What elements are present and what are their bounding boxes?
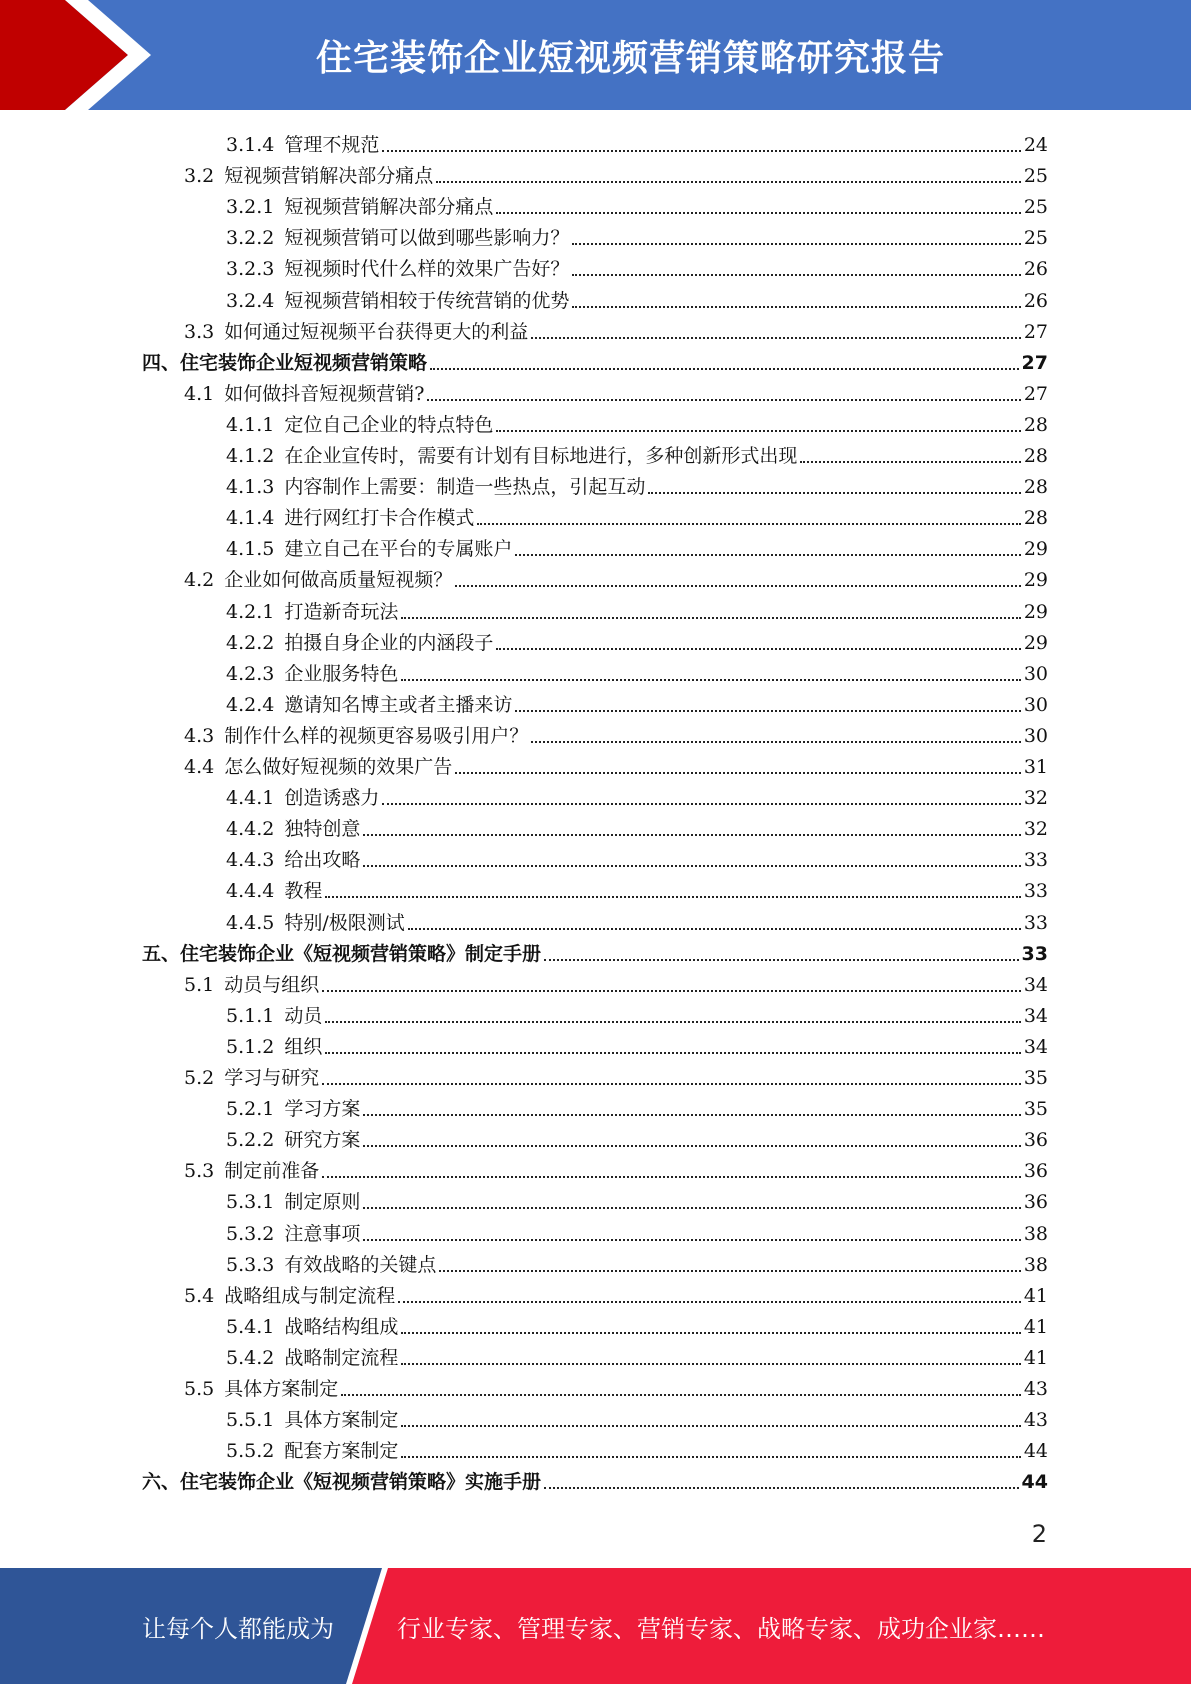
toc-entry[interactable]: [226, 1090, 1048, 1121]
toc-entry-page: 41: [1023, 1284, 1048, 1307]
toc-entry-page: 36: [1023, 1129, 1048, 1152]
toc-entry-page: 41: [1023, 1315, 1048, 1338]
toc-entry-number: 4.1.5: [226, 538, 275, 561]
toc-entry[interactable]: [184, 1277, 1048, 1308]
toc-entry-number: 5.3: [184, 1160, 215, 1183]
toc-entry-title: 短视频营销解决部分痛点: [284, 196, 494, 219]
toc-entry-page: 43: [1023, 1409, 1048, 1432]
toc-entry-page: 32: [1023, 818, 1048, 841]
toc-entry-number: 4.1.3: [226, 476, 275, 499]
toc-dot-leader: [325, 1021, 1020, 1023]
toc-dot-leader: [455, 772, 1021, 774]
toc-entry-page: 27: [1023, 320, 1048, 343]
toc-entry-title: 企业服务特色: [284, 662, 399, 685]
toc-entry-page: 44: [1023, 1440, 1048, 1463]
toc-dot-leader: [401, 1425, 1020, 1427]
toc-entry[interactable]: [142, 344, 1048, 375]
toc-entry[interactable]: [226, 1215, 1048, 1246]
toc-dot-leader: [408, 928, 1021, 930]
toc-entry-title: 邀请知名博主或者主播来访: [284, 693, 513, 716]
toc-entry-page: 44: [1021, 1471, 1048, 1494]
toc-entry-page: 28: [1023, 507, 1048, 530]
header-band: [0, 0, 1191, 110]
toc-entry-page: 41: [1023, 1346, 1048, 1369]
toc-entry-title: 企业如何做高质量短视频？: [224, 569, 453, 592]
toc-entry-number: 3.3: [184, 320, 215, 343]
toc-dot-leader: [382, 150, 1020, 152]
toc-entry-number: 5.3.1: [226, 1191, 275, 1214]
toc-entry-number: 5.1.2: [226, 1035, 275, 1058]
toc-entry-number: 5.5: [184, 1378, 215, 1400]
toc-entry[interactable]: [226, 593, 1048, 624]
toc-dot-leader: [382, 803, 1020, 805]
toc-entry-title: 给出攻略: [284, 849, 361, 872]
toc-dot-leader: [401, 679, 1020, 681]
toc-entry-title: 建立自己在平台的专属账户: [284, 538, 513, 561]
toc-dot-leader: [363, 1114, 1020, 1116]
document-title: 住宅装饰企业短视频营销策略研究报告: [315, 37, 945, 79]
toc-entry-page: 35: [1023, 1098, 1048, 1121]
toc-entry-number: 5.5.2: [226, 1440, 275, 1463]
toc-dot-leader: [496, 430, 1020, 432]
toc-dot-leader: [477, 523, 1020, 525]
toc-entry-page: 28: [1023, 445, 1048, 467]
toc-entry-page: 38: [1023, 1222, 1048, 1245]
toc-dot-leader: [325, 1052, 1020, 1054]
toc-entry-number: 5.2: [184, 1067, 215, 1089]
toc-entry-title: 定位自己企业的特点特色: [284, 413, 494, 436]
toc-entry[interactable]: [226, 1308, 1048, 1339]
toc-entry-page: 27: [1023, 382, 1048, 405]
toc-entry-page: 36: [1023, 1160, 1048, 1183]
toc-entry-number: 5.2.1: [226, 1098, 275, 1121]
toc-entry-number: 5.4.1: [226, 1315, 275, 1338]
toc-entry[interactable]: [226, 1121, 1048, 1152]
toc-entry[interactable]: [226, 655, 1048, 686]
toc-entry-page: 43: [1023, 1378, 1048, 1400]
toc-entry-page: 32: [1023, 787, 1048, 810]
toc-entry[interactable]: [226, 282, 1048, 313]
toc-entry[interactable]: [226, 841, 1048, 872]
toc-dot-leader: [363, 1207, 1020, 1209]
toc-dot-leader: [572, 274, 1020, 276]
toc-entry-page: 29: [1023, 631, 1048, 654]
toc-dot-leader: [401, 1456, 1020, 1458]
toc-entry[interactable]: [226, 779, 1048, 810]
toc-entry-title: 学习与研究: [224, 1067, 320, 1089]
toc-dot-leader: [363, 865, 1020, 867]
toc-dot-leader: [401, 617, 1020, 619]
toc-dot-leader: [455, 585, 1021, 587]
toc-entry-title: 拍摄自身企业的内涵段子: [284, 631, 494, 654]
toc-entry-number: 4.4.5: [226, 911, 275, 934]
toc-entry[interactable]: [226, 686, 1048, 717]
toc-entry[interactable]: [226, 530, 1048, 561]
toc-dot-leader: [322, 1083, 1021, 1085]
toc-entry[interactable]: [184, 375, 1048, 406]
toc-entry-title: 有效战略的关键点: [284, 1253, 437, 1276]
toc-entry-title: 住宅装饰企业短视频营销策略: [180, 351, 428, 374]
toc-entry-number: 4.2.2: [226, 631, 275, 654]
toc-entry-number: 3.1.4: [226, 134, 275, 156]
toc-entry-number: 4.4: [184, 756, 215, 778]
toc-dot-leader: [325, 896, 1020, 898]
toc-dot-leader: [401, 1363, 1020, 1365]
toc-entry-number: 4.1.4: [226, 507, 275, 530]
toc-entry-page: 36: [1023, 1191, 1048, 1214]
toc-entry-page: 33: [1023, 911, 1048, 934]
toc-entry-title: 制作什么样的视频更容易吸引用户？: [224, 724, 529, 747]
toc-entry-page: 35: [1023, 1067, 1048, 1089]
toc-entry[interactable]: [184, 1370, 1048, 1401]
footer-band: [0, 1568, 1191, 1684]
toc-dot-leader: [398, 1301, 1021, 1303]
toc-entry-title: 独特创意: [284, 818, 361, 841]
toc-dot-leader: [531, 337, 1021, 339]
toc-entry-page: 28: [1023, 413, 1048, 436]
toc-entry[interactable]: [184, 561, 1048, 592]
toc-entry-page: 26: [1023, 258, 1048, 281]
toc-entry[interactable]: [184, 1152, 1048, 1183]
toc-dot-leader: [544, 959, 1019, 961]
page-number: 2: [1031, 1520, 1047, 1548]
toc-entry-page: 27: [1021, 351, 1048, 374]
toc-entry-page: 33: [1023, 880, 1048, 903]
toc-dot-leader: [436, 181, 1021, 183]
toc-entry-title: 创造诱惑力: [284, 787, 380, 810]
toc-entry-number: 4.4.1: [226, 787, 275, 810]
toc-entry-number: 5.2.2: [226, 1129, 275, 1152]
toc-entry-page: 29: [1023, 600, 1048, 623]
toc-entry-title: 怎么做好短视频的效果广告: [224, 756, 453, 778]
toc-entry-title: 配套方案制定: [284, 1440, 399, 1463]
toc-entry[interactable]: [226, 126, 1048, 157]
toc-entry[interactable]: [226, 499, 1048, 530]
toc-dot-leader: [322, 1176, 1021, 1178]
toc-entry-title: 动员: [284, 1004, 323, 1027]
toc-entry-number: 3.2.1: [226, 196, 275, 219]
toc-entry[interactable]: [184, 157, 1048, 188]
toc-entry[interactable]: [226, 872, 1048, 903]
toc-entry[interactable]: [226, 1432, 1048, 1463]
toc-entry[interactable]: [184, 966, 1048, 997]
toc-entry-title: 短视频营销相较于传统营销的优势: [284, 289, 570, 312]
toc-entry-title: 组织: [284, 1035, 323, 1058]
toc-entry[interactable]: [226, 624, 1048, 655]
toc-dot-leader: [341, 1394, 1021, 1396]
toc-entry-title: 内容制作上需要：制造一些热点，引起互动: [284, 476, 646, 499]
toc-entry[interactable]: [226, 468, 1048, 499]
toc-entry-title: 研究方案: [284, 1129, 361, 1152]
toc-dot-leader: [363, 1145, 1020, 1147]
toc-entry-title: 住宅装饰企业《短视频营销策略》制定手册: [180, 942, 542, 965]
toc-entry-title: 教程: [284, 880, 323, 903]
toc-entry-title: 制定前准备: [224, 1160, 320, 1183]
toc-entry-page: 30: [1023, 724, 1048, 747]
toc-entry-title: 战略结构组成: [284, 1315, 399, 1338]
toc-entry-number: 3.2: [184, 165, 215, 188]
toc-entry-title: 短视频营销可以做到哪些影响力？: [284, 227, 570, 250]
toc-entry-page: 25: [1023, 165, 1048, 188]
toc-entry-number: 4.2.3: [226, 662, 275, 685]
toc-entry-title: 如何通过短视频平台获得更大的利益: [224, 320, 529, 343]
toc-entry-title: 战略制定流程: [284, 1346, 399, 1369]
toc-entry[interactable]: [226, 1339, 1048, 1370]
footer-slogan-right: 行业专家、管理专家、营销专家、战略专家、成功企业家……: [397, 1614, 1045, 1643]
toc-entry-page: 33: [1023, 849, 1048, 872]
toc-dot-leader: [515, 710, 1020, 712]
toc-dot-leader: [322, 990, 1021, 992]
toc-entry-page: 26: [1023, 289, 1048, 312]
toc-entry-title: 短视频营销解决部分痛点: [224, 165, 434, 188]
toc-entry-page: 34: [1023, 1004, 1048, 1027]
toc-entry-number: 5.1: [184, 973, 215, 996]
toc-entry-page: 34: [1023, 973, 1048, 996]
toc-dot-leader: [544, 1487, 1019, 1489]
toc-entry[interactable]: [226, 219, 1048, 250]
toc-entry-number: 4.2.1: [226, 600, 275, 623]
toc-dot-leader: [572, 306, 1020, 308]
toc-entry[interactable]: [142, 935, 1048, 966]
toc-entry[interactable]: [226, 1401, 1048, 1432]
toc-entry-title: 特别/极限测试: [284, 911, 405, 934]
toc-entry-page: 29: [1023, 569, 1048, 592]
toc-entry[interactable]: [226, 904, 1048, 935]
toc-entry-number: 4.2: [184, 569, 215, 592]
toc-entry-title: 具体方案制定: [284, 1409, 399, 1432]
toc-entry-number: 3.2.4: [226, 289, 275, 312]
toc-entry[interactable]: [184, 313, 1048, 344]
toc-entry-number: 4.2.4: [226, 693, 275, 716]
toc-entry-page: 25: [1023, 196, 1048, 219]
toc-dot-leader: [363, 834, 1020, 836]
toc-entry-title: 战略组成与制定流程: [224, 1284, 396, 1307]
toc-entry-title: 在企业宣传时，需要有计划有目标地进行，多种创新形式出现: [284, 445, 798, 467]
toc-entry-number: 4.4.2: [226, 818, 275, 841]
toc-entry-number: 5.3.3: [226, 1253, 275, 1276]
toc-entry-title: 具体方案制定: [224, 1378, 339, 1400]
toc-entry-number: 4.4.4: [226, 880, 275, 903]
toc-dot-leader: [515, 554, 1020, 556]
footer-slogan-left: 让每个人都能成为: [142, 1614, 334, 1643]
toc-dot-leader: [439, 1270, 1020, 1272]
toc-entry[interactable]: [184, 748, 1048, 779]
toc-dot-leader: [496, 212, 1020, 214]
toc-entry-title: 动员与组织: [224, 973, 320, 996]
toc-entry-number: 4.1.2: [226, 445, 275, 467]
toc-entry-page: 33: [1021, 942, 1048, 965]
toc-entry[interactable]: [184, 1059, 1048, 1090]
toc-entry-page: 31: [1023, 756, 1048, 778]
toc-dot-leader: [401, 1332, 1020, 1334]
toc-entry[interactable]: [142, 1463, 1048, 1494]
toc-entry-number: 六、: [142, 1471, 181, 1494]
toc-entry-page: 29: [1023, 538, 1048, 561]
toc-entry-page: 34: [1023, 1035, 1048, 1058]
toc-entry-page: 30: [1023, 693, 1048, 716]
toc-entry-number: 5.3.2: [226, 1222, 275, 1245]
toc-entry-title: 如何做抖音短视频营销?: [224, 382, 425, 405]
toc-entry-number: 四、: [142, 351, 181, 374]
toc-entry[interactable]: [226, 406, 1048, 437]
toc-entry-number: 3.2.2: [226, 227, 275, 250]
toc-dot-leader: [363, 1239, 1020, 1241]
toc-entry-number: 5.4: [184, 1284, 215, 1307]
toc-entry[interactable]: [226, 1028, 1048, 1059]
toc-entry[interactable]: [226, 1246, 1048, 1277]
toc-entry-title: 住宅装饰企业《短视频营销策略》实施手册: [180, 1471, 542, 1494]
toc-entry[interactable]: [184, 717, 1048, 748]
toc-entry-title: 学习方案: [284, 1098, 361, 1121]
toc-entry-number: 4.1: [184, 382, 215, 405]
toc-entry-number: 5.4.2: [226, 1346, 275, 1369]
toc-dot-leader: [800, 461, 1020, 463]
toc-entry-page: 28: [1023, 476, 1048, 499]
toc-dot-leader: [572, 243, 1020, 245]
toc-entry-number: 5.5.1: [226, 1409, 275, 1432]
toc-entry[interactable]: [226, 997, 1048, 1028]
toc-entry-number: 3.2.3: [226, 258, 275, 281]
toc-entry-title: 进行网红打卡合作模式: [284, 507, 475, 530]
toc-dot-leader: [496, 648, 1020, 650]
toc-entry-page: 30: [1023, 662, 1048, 685]
toc-entry[interactable]: [226, 188, 1048, 219]
toc-entry-number: 4.4.3: [226, 849, 275, 872]
toc-dot-leader: [648, 492, 1020, 494]
toc-entry-title: 打造新奇玩法: [284, 600, 399, 623]
toc-entry[interactable]: [226, 250, 1048, 281]
toc-dot-leader: [427, 399, 1020, 401]
toc-entry-title: 注意事项: [284, 1222, 361, 1245]
toc-entry-number: 五、: [142, 942, 181, 965]
toc-entry-title: 制定原则: [284, 1191, 361, 1214]
toc-dot-leader: [531, 741, 1021, 743]
toc-entry-number: 5.1.1: [226, 1004, 275, 1027]
toc-entry-title: 短视频时代什么样的效果广告好？: [284, 258, 570, 281]
toc-entry-page: 38: [1023, 1253, 1048, 1276]
toc-entry-page: 25: [1023, 227, 1048, 250]
toc-entry[interactable]: [226, 437, 1048, 468]
toc-entry-title: 管理不规范: [284, 134, 380, 156]
toc-entry-page: 24: [1023, 134, 1048, 156]
toc-entry-number: 4.1.1: [226, 413, 275, 436]
toc-dot-leader: [430, 368, 1019, 370]
toc-entry-number: 4.3: [184, 724, 215, 747]
toc-entry[interactable]: [226, 1183, 1048, 1214]
toc-entry[interactable]: [226, 810, 1048, 841]
